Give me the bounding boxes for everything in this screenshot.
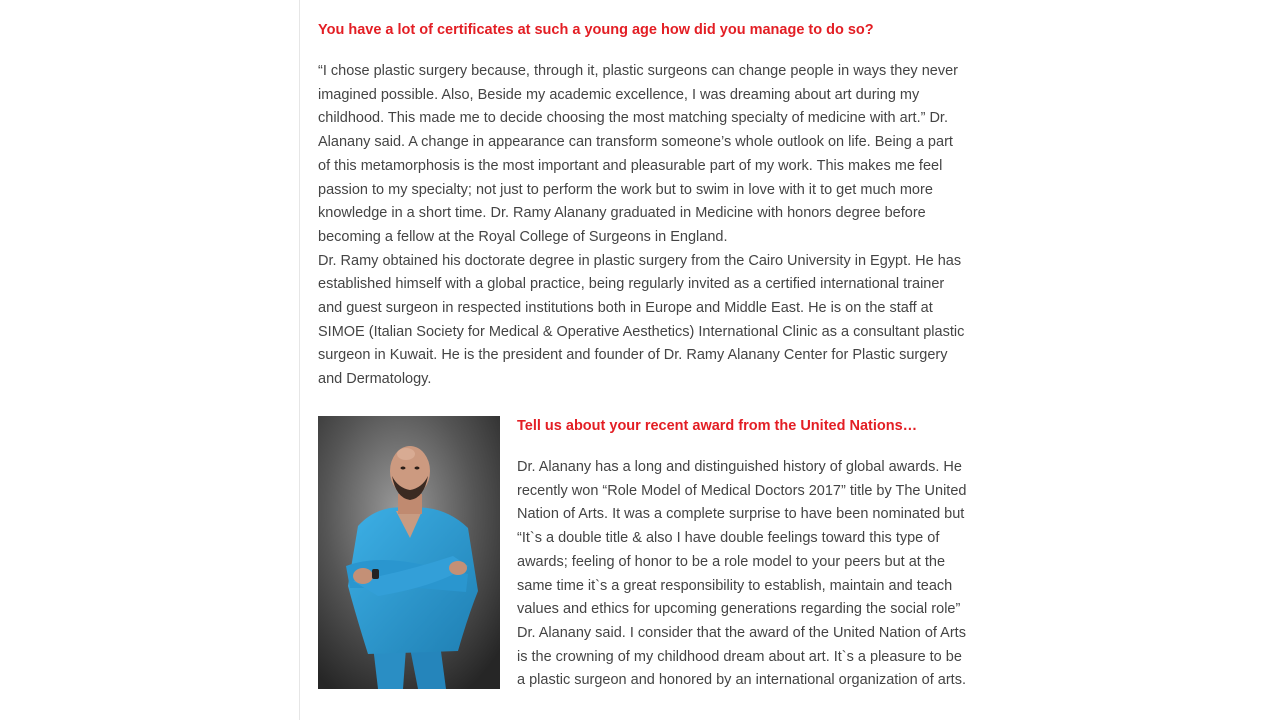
article — [318, 18, 968, 689]
question-heading-certificates: You have a lot of certificates at such a young age how did you manage to do so? — [318, 22, 874, 38]
content-divider — [299, 0, 300, 720]
award-paragraph: Dr. Alanany has a long and distinguished history of global awards. He recently won “Role Model of Medical Doctors 2017” title by The United Nation of Arts. It was a complete surprise to have been nominated but “It`s a double title & also I have double feelings toward this type of awards; feeling of honor to be a role model to your peers but at the same time it`s a great responsibility to establish, maintain and teach values and ethics for upcoming generations regarding the social role” Dr. Alanany said. I consider that the award of the United Nation of Arts is the crowning of my childhood dream about art. It`s a pleasure to be a plastic surgeon and honored by an international organization of arts. — [517, 459, 967, 689]
answer-paragraph-2: Dr. Ramy obtained his doctorate degree in plastic surgery from the Cairo University in Egypt. He has established himself with a global practice, being regularly invited as a certified international trainer and guest surgeon in respected institutions both in Europe and Middle East. He is on the staff at SIMOE (Italian Society for Medical & Operative Aesthetics) International Clinic as a consultant plastic surgeon in Kuwait. He is the president and founder of Dr. Ramy Alanany Center for Plastic surgery and Dermatology. — [318, 252, 965, 388]
answer-paragraph-1: “I chose plastic surgery because, through it, plastic surgeons can change people in ways they never imagined possible. Also, Beside my academic excellence, I was dreaming about art during my childhood. This made me to decide choosing the most matching specialty of medicine with art.” Dr. Alanany said. A change in appearance can transform someone’s whole outlook on life. Being a part of this metamorphosis is the most important and pleasurable part of my work. This makes me feel passion to my specialty; not just to perform the work but to swim in love with it to get much more knowledge in a short time. Dr. Ramy Alanany graduated in Medicine with honors degree before becoming a fellow at the Royal College of Surgeons in England. — [318, 63, 958, 245]
section-certificates — [318, 18, 968, 392]
doctor-photo — [318, 416, 500, 689]
award-text — [517, 414, 967, 693]
question-heading-award: Tell us about your recent award from the United Nations… — [517, 418, 918, 434]
